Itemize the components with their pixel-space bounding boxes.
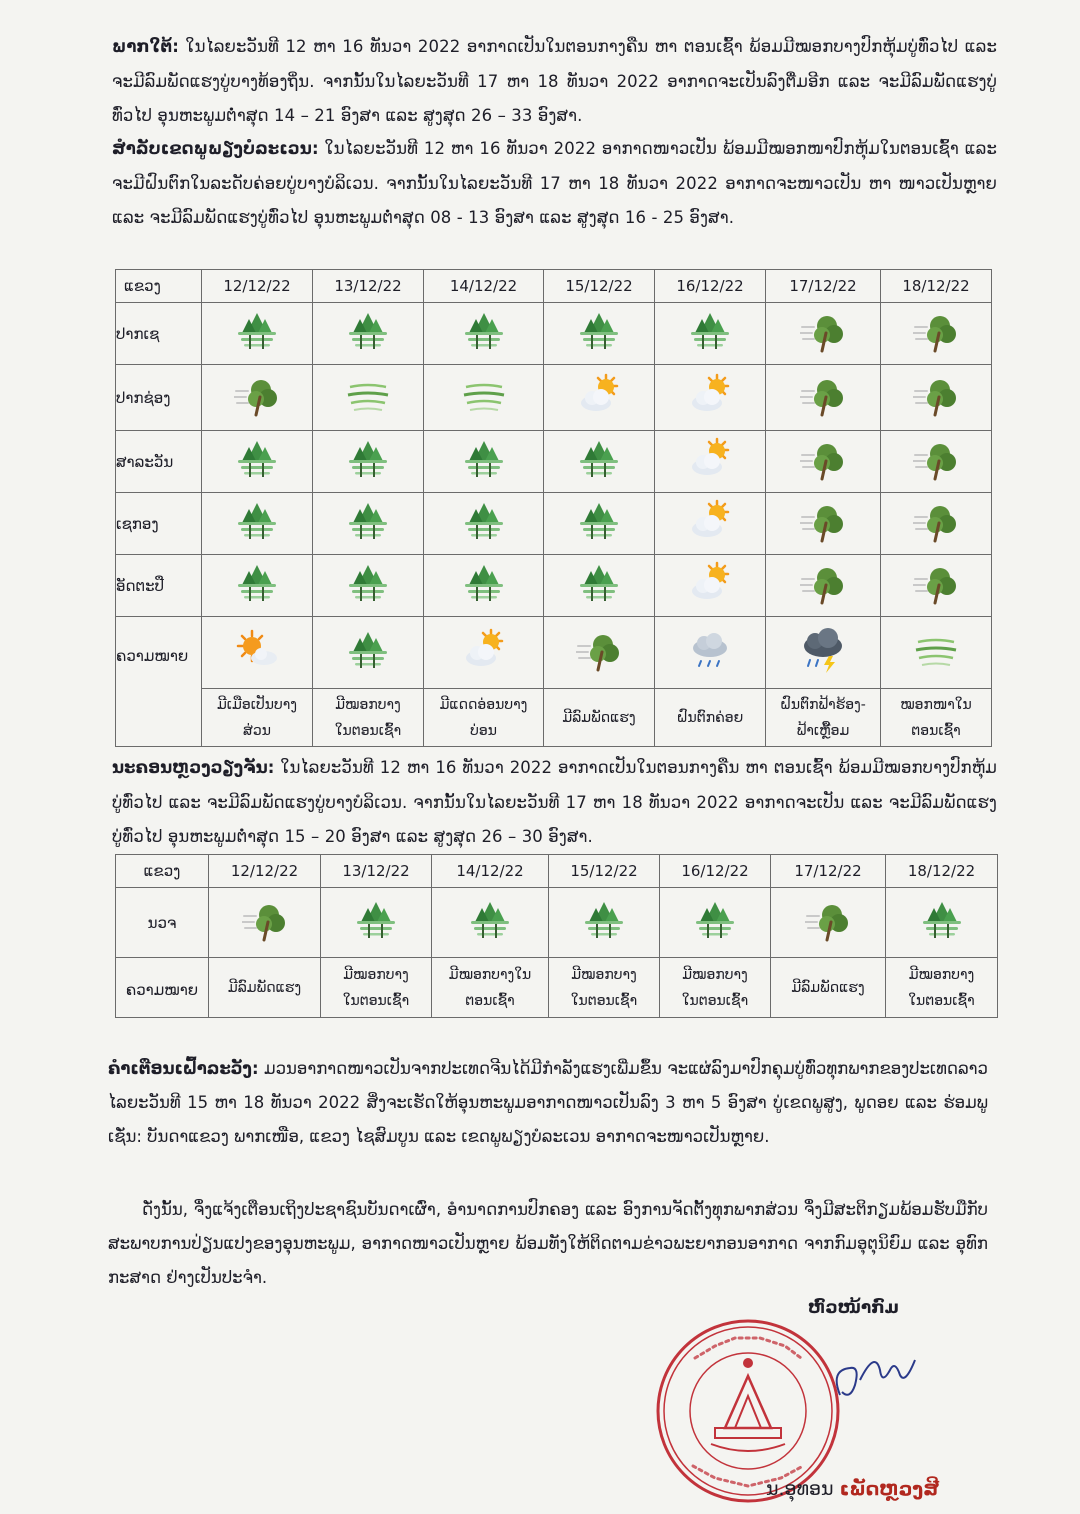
- section-text: ໃນໄລຍະວັນທີ 12 ຫາ 16 ທັນວາ 2022 ອາກາດເປັນໃນຕອນກາງຄືນ ຫາ ຕອນເຊົ້າ ພ້ອມມີໝອກບາງປົກຫຸ້ມບູ່ທົ່ວໄປ ແລະ ຈະມີລົມພັດແຮງບູ່ບາງທ້ອງຖິ່ນ. ຈາກນັ້ນໃນໄລຍະວັນທີ 17 ຫາ 18 ທັນວາ 2022 ອາກາດຈະເປັນລົງຕື່ມອີກ ແລະ ຈະມີລົມພັດແຮງບູ່ທົ່ວໄປ ອຸນຫະພູມຕໍ່າສຸດ 14 – 21 ອົງສາ ແລະ ສູງສຸດ 26 – 33 ອົງສາ.: [112, 37, 997, 125]
- windy-icon: [913, 561, 959, 607]
- fog-icon: [234, 499, 280, 545]
- windy-icon: [800, 309, 846, 355]
- forecast-cell: [881, 431, 992, 493]
- legend-text: [655, 689, 766, 747]
- date-header: 18/12/22: [881, 270, 992, 303]
- sun-cloud-icon: [576, 373, 622, 419]
- paragraph-plateau: [112, 132, 997, 236]
- advice-paragraph: ດັ່ງນັ້ນ, ຈຶ່ງແຈ້ງເຕືອນເຖິງປະຊາຊົນບັນດາເຜົ່າ, ອໍານາດການປົກຄອງ ແລະ ອົງການຈັດຕັ້ງທຸກພາກສ່ວນ ຈຶ່ງມີສະຕິກຽມພ້ອມຮັບມືກັບສະພາບການປ່ຽນແປງຂອງອຸນຫະພູມ, ອາກາດໜາວເປັນຫຼາຍ ພ້ອມທັງໃຫ້ຕິດຕາມຂ່າວພະຍາກອນອາກາດ ຈາກກົມອຸຕຸນິຍົມ ແລະ ອຸທົກກະສາດ ຢ່າງເປັນປະຈໍາ.: [108, 1200, 988, 1287]
- forecast-cell: [766, 365, 881, 431]
- sun-cloud-icon: [687, 499, 733, 545]
- legend-text-row: [116, 958, 998, 1018]
- forecast-cell: [766, 431, 881, 493]
- legend-text: [886, 958, 998, 1018]
- fog-icon: [467, 898, 513, 944]
- province-name: ອັດຕະປື: [116, 555, 202, 617]
- windy-icon: [805, 898, 851, 944]
- windy-icon: [242, 898, 288, 944]
- forecast-cell: [424, 431, 544, 493]
- forecast-cell: [655, 303, 766, 365]
- storm-icon: [800, 628, 846, 674]
- legend-line: ຕອນເຊົ້າ: [465, 992, 515, 1009]
- forecast-cell: [655, 365, 766, 431]
- date-header: 14/12/22: [432, 855, 549, 888]
- forecast-cell: [766, 493, 881, 555]
- fog-icon: [919, 898, 965, 944]
- windy-icon: [800, 499, 846, 545]
- legend-line: ມີລົມພັດແຮງ: [227, 979, 302, 996]
- legend-line: ມີໝອກບາງ: [571, 966, 637, 983]
- fog-icon: [353, 898, 399, 944]
- forecast-cell: [313, 431, 424, 493]
- legend-text: [321, 958, 432, 1018]
- date-header: 16/12/22: [655, 270, 766, 303]
- fog-icon: [461, 561, 507, 607]
- windy-icon: [800, 561, 846, 607]
- date-header: 13/12/22: [313, 270, 424, 303]
- forecast-cell: [655, 555, 766, 617]
- windy-icon: [800, 437, 846, 483]
- section-label: ສໍາລັບເຂດພູພຽງບໍລະເວນ:: [112, 139, 319, 158]
- forecast-cell: [313, 555, 424, 617]
- forecast-table-vientiane: [115, 854, 998, 1018]
- handwritten-signature: [820, 1340, 920, 1410]
- legend-text: [660, 958, 771, 1018]
- forecast-cell: [771, 888, 886, 958]
- forecast-cell: [881, 303, 992, 365]
- section-label: ພາກໃຕ້:: [112, 37, 179, 56]
- legend-icon-cell: [881, 617, 992, 689]
- signer-first: ນ.ອຸທອນ: [766, 1478, 834, 1500]
- forecast-cell: [424, 493, 544, 555]
- legend-line: ໝອກໜາໃນ: [900, 696, 972, 713]
- fog-icon: [234, 309, 280, 355]
- forecast-cell: [881, 555, 992, 617]
- forecast-cell: [660, 888, 771, 958]
- legend-line: ຕອນເຊົ້າ: [911, 722, 961, 739]
- forecast-cell: [202, 493, 313, 555]
- table-row: [116, 431, 992, 493]
- section-label: ນະຄອນຫຼວງວຽງຈັນ:: [112, 758, 275, 777]
- legend-icon-cell: [655, 617, 766, 689]
- legend-line: ມີລົມພັດແຮງ: [791, 979, 865, 996]
- legend-line: ມີເມືອເປັນບາງ: [216, 696, 298, 713]
- forecast-cell: [202, 431, 313, 493]
- mist-icon: [461, 373, 507, 419]
- legend-line: ບ່ອນ: [470, 722, 497, 739]
- legend-icon-row: [116, 617, 992, 689]
- fog-icon: [345, 437, 391, 483]
- warning-text: ມວນອາກາດໜາວເປັນຈາກປະເທດຈີນໄດ້ມີກໍາລັງແຮງເພີ່ມຂຶ້ນ ຈະແຜ່ລົງມາປົກຄຸມບູ່ທົ່ວທຸກພາກຂອງປະເທດລາວ ໄລຍະວັນທີ 15 ຫາ 18 ທັນວາ 2022 ສິ່ງຈະເຮັດໃຫ້ອຸນຫະພູມອາກາດໜາວເປັນລົງ 3 ຫາ 5 ອົງສາ ບູ່ເຂດພູສູງ, ພູດອຍ ແລະ ຮ່ອມພູ ເຊັ່ນ: ບັນດາແຂວງ ພາກເໜືອ, ແຂວງ ໄຊສົມບູນ ແລະ ເຂດພູພຽງບໍລະເວນ ອາກາດຈະໜາວເປັນຫຼາຍ.: [108, 1059, 988, 1146]
- legend-line: ມີລົມພັດແຮງ: [562, 709, 636, 726]
- forecast-cell: [313, 365, 424, 431]
- fog-icon: [234, 437, 280, 483]
- forecast-cell: [424, 303, 544, 365]
- forecast-cell: [202, 555, 313, 617]
- forecast-cell: [313, 303, 424, 365]
- legend-line: ໃນຕອນເຊົ້າ: [681, 992, 749, 1009]
- table-row: [116, 303, 992, 365]
- forecast-cell: [766, 555, 881, 617]
- forecast-cell: [544, 303, 655, 365]
- fog-icon: [345, 309, 391, 355]
- sun-cloud-icon: [461, 628, 507, 674]
- forecast-cell: [549, 888, 660, 958]
- legend-line: ມີໝອກບາງ: [343, 966, 409, 983]
- section-text: ໃນໄລຍະວັນທີ 12 ຫາ 16 ທັນວາ 2022 ອາກາດເປັນໃນຕອນກາງຄືນ ຫາ ຕອນເຊົ້າ ພ້ອມມີໝອກບາງປົກຫຸ້ມບູ່ທົ່ວໄປ ແລະ ຈະມີລົມພັດແຮງບູ່ບາງບໍລິເວນ. ຈາກນັ້ນໃນໄລຍະວັນທີ 17 ຫາ 18 ທັນວາ 2022 ອາກາດຈະເປັນ ແລະ ຈະມີລົມພັດແຮງບູ່ທົ່ວໄປ ອຸນຫະພູມຕໍ່າສຸດ 15 – 20 ອົງສາ ແລະ ສູງສຸດ 26 – 30 ອົງສາ.: [112, 758, 997, 846]
- legend-line: ມີແດດອ່ອນບາງ: [439, 696, 528, 713]
- date-header: 13/12/22: [321, 855, 432, 888]
- legend-line: ໃນຕອນເຊົ້າ: [342, 992, 410, 1009]
- fog-icon: [692, 898, 738, 944]
- signature-title: ຫົວໜ້າກົມ: [808, 1298, 899, 1318]
- forecast-cell: [424, 365, 544, 431]
- legend-text: [424, 689, 544, 747]
- forecast-cell: [544, 555, 655, 617]
- fog-icon: [461, 309, 507, 355]
- legend-text: [549, 958, 660, 1018]
- date-header: 12/12/22: [202, 270, 313, 303]
- legend-line: ໃນຕອນເຊົ້າ: [570, 992, 638, 1009]
- province-name: ນວຈ: [116, 888, 209, 958]
- legend-line: ມີໝອກບາງໃນ: [448, 966, 532, 983]
- date-header: 15/12/22: [544, 270, 655, 303]
- forecast-cell: [544, 431, 655, 493]
- rain-icon: [687, 628, 733, 674]
- signer-name: [766, 1478, 939, 1500]
- legend-text: [766, 689, 881, 747]
- forecast-cell: [424, 555, 544, 617]
- legend-text: [544, 689, 655, 747]
- forecast-cell: [766, 303, 881, 365]
- forecast-cell: [202, 303, 313, 365]
- legend-text: [202, 689, 313, 747]
- header-province: ແຂວງ: [116, 270, 202, 303]
- fog-icon: [461, 437, 507, 483]
- warning-paragraph: [108, 1052, 988, 1154]
- windy-icon: [576, 628, 622, 674]
- legend-line: ຝົນຕົກຟ້າຮ້ອງ-: [780, 696, 866, 713]
- paragraph-vientiane: [112, 751, 997, 855]
- partly-sunny-icon: [234, 628, 280, 674]
- date-header: 12/12/22: [209, 855, 321, 888]
- legend-line: ຝົນຕົກຄ່ອຍ: [676, 709, 744, 726]
- date-header: 17/12/22: [771, 855, 886, 888]
- signer-last: ເພັດຫຼວງສີ: [839, 1478, 939, 1500]
- table-row: [116, 493, 992, 555]
- forecast-cell: [313, 493, 424, 555]
- windy-icon: [234, 373, 280, 419]
- date-header: 16/12/22: [660, 855, 771, 888]
- fog-icon: [234, 561, 280, 607]
- forecast-cell: [655, 493, 766, 555]
- table-row: [116, 888, 998, 958]
- legend-text-row: [116, 689, 992, 747]
- forecast-table-south: [115, 269, 992, 747]
- province-name: ປາກຊ່ອງ: [116, 365, 202, 431]
- forecast-cell: [432, 888, 549, 958]
- forecast-cell: [886, 888, 998, 958]
- legend-text: [313, 689, 424, 747]
- fog-icon: [345, 628, 391, 674]
- table-row: [116, 555, 992, 617]
- legend-line: ມີໝອກບາງ: [908, 966, 975, 983]
- mist-icon: [913, 628, 959, 674]
- legend-icon-cell: [766, 617, 881, 689]
- fog-icon: [345, 499, 391, 545]
- fog-icon: [576, 437, 622, 483]
- legend-line: ໃນຕອນເຊົ້າ: [334, 722, 402, 739]
- legend-icon-cell: [202, 617, 313, 689]
- date-header: 17/12/22: [766, 270, 881, 303]
- legend-line: ຟ້າເຫຼື້ອມ: [796, 722, 850, 739]
- fog-icon: [461, 499, 507, 545]
- windy-icon: [913, 373, 959, 419]
- legend-line: ສ່ວນ: [243, 722, 271, 739]
- windy-icon: [913, 309, 959, 355]
- windy-icon: [913, 437, 959, 483]
- paragraph-south: [112, 30, 997, 134]
- forecast-cell: [209, 888, 321, 958]
- forecast-cell: [655, 431, 766, 493]
- legend-label: ຄວາມໝາຍ: [116, 617, 202, 747]
- official-stamp: [655, 1318, 841, 1504]
- fog-icon: [576, 499, 622, 545]
- forecast-cell: [544, 365, 655, 431]
- header-province: ແຂວງ: [116, 855, 209, 888]
- fog-icon: [576, 561, 622, 607]
- legend-text: [881, 689, 992, 747]
- date-header: 14/12/22: [424, 270, 544, 303]
- legend-icon-cell: [424, 617, 544, 689]
- legend-icon-cell: [544, 617, 655, 689]
- province-name: ສາລະວັນ: [116, 431, 202, 493]
- windy-icon: [800, 373, 846, 419]
- sun-cloud-icon: [687, 437, 733, 483]
- legend-line: ໃນຕອນເຊົ້າ: [908, 992, 975, 1009]
- fog-icon: [581, 898, 627, 944]
- table-row: [116, 365, 992, 431]
- province-name: ປາກເຊ: [116, 303, 202, 365]
- legend-line: ມີໝອກບາງ: [682, 966, 748, 983]
- province-name: ເຊກອງ: [116, 493, 202, 555]
- date-header: 15/12/22: [549, 855, 660, 888]
- warning-label: ຄໍາເຕືອນເຝົ້າລະວັງ:: [108, 1059, 259, 1078]
- sun-cloud-icon: [687, 373, 733, 419]
- legend-label: ຄວາມໝາຍ: [116, 958, 209, 1018]
- legend-text: [209, 958, 321, 1018]
- windy-icon: [913, 499, 959, 545]
- section-text: ໃນໄລຍະວັນທີ 12 ຫາ 16 ທັນວາ 2022 ອາກາດໜາວເປັນ ພ້ອມມີໝອກໜາປົກຫຸ້ມໃນຕອນເຊົ້າ ແລະ ຈະມີຝົນຕົກໃນລະດັບຄ່ອຍບູ່ບາງບໍລິເວນ. ຈາກນັ້ນໃນໄລຍະວັນທີ 17 ຫາ 18 ທັນວາ 2022 ອາກາດຈະໜາວເປັນ ຫາ ໜາວເປັນຫຼາຍ ແລະ ຈະມີລົມພັດແຮງບູ່ທົ່ວໄປ ອຸນຫະພູມຕໍ່າສຸດ 08 - 13 ອົງສາ ແລະ ສູງສຸດ 16 - 25 ອົງສາ.: [112, 139, 997, 227]
- legend-line: ມີໝອກບາງ: [335, 696, 401, 713]
- sun-cloud-icon: [687, 561, 733, 607]
- date-header: 18/12/22: [886, 855, 998, 888]
- legend-text: [771, 958, 886, 1018]
- forecast-cell: [544, 493, 655, 555]
- fog-icon: [345, 561, 391, 607]
- legend-icon-cell: [313, 617, 424, 689]
- forecast-cell: [881, 493, 992, 555]
- mist-icon: [345, 373, 391, 419]
- forecast-cell: [321, 888, 432, 958]
- fog-icon: [576, 309, 622, 355]
- legend-text: [432, 958, 549, 1018]
- forecast-cell: [202, 365, 313, 431]
- fog-icon: [687, 309, 733, 355]
- forecast-cell: [881, 365, 992, 431]
